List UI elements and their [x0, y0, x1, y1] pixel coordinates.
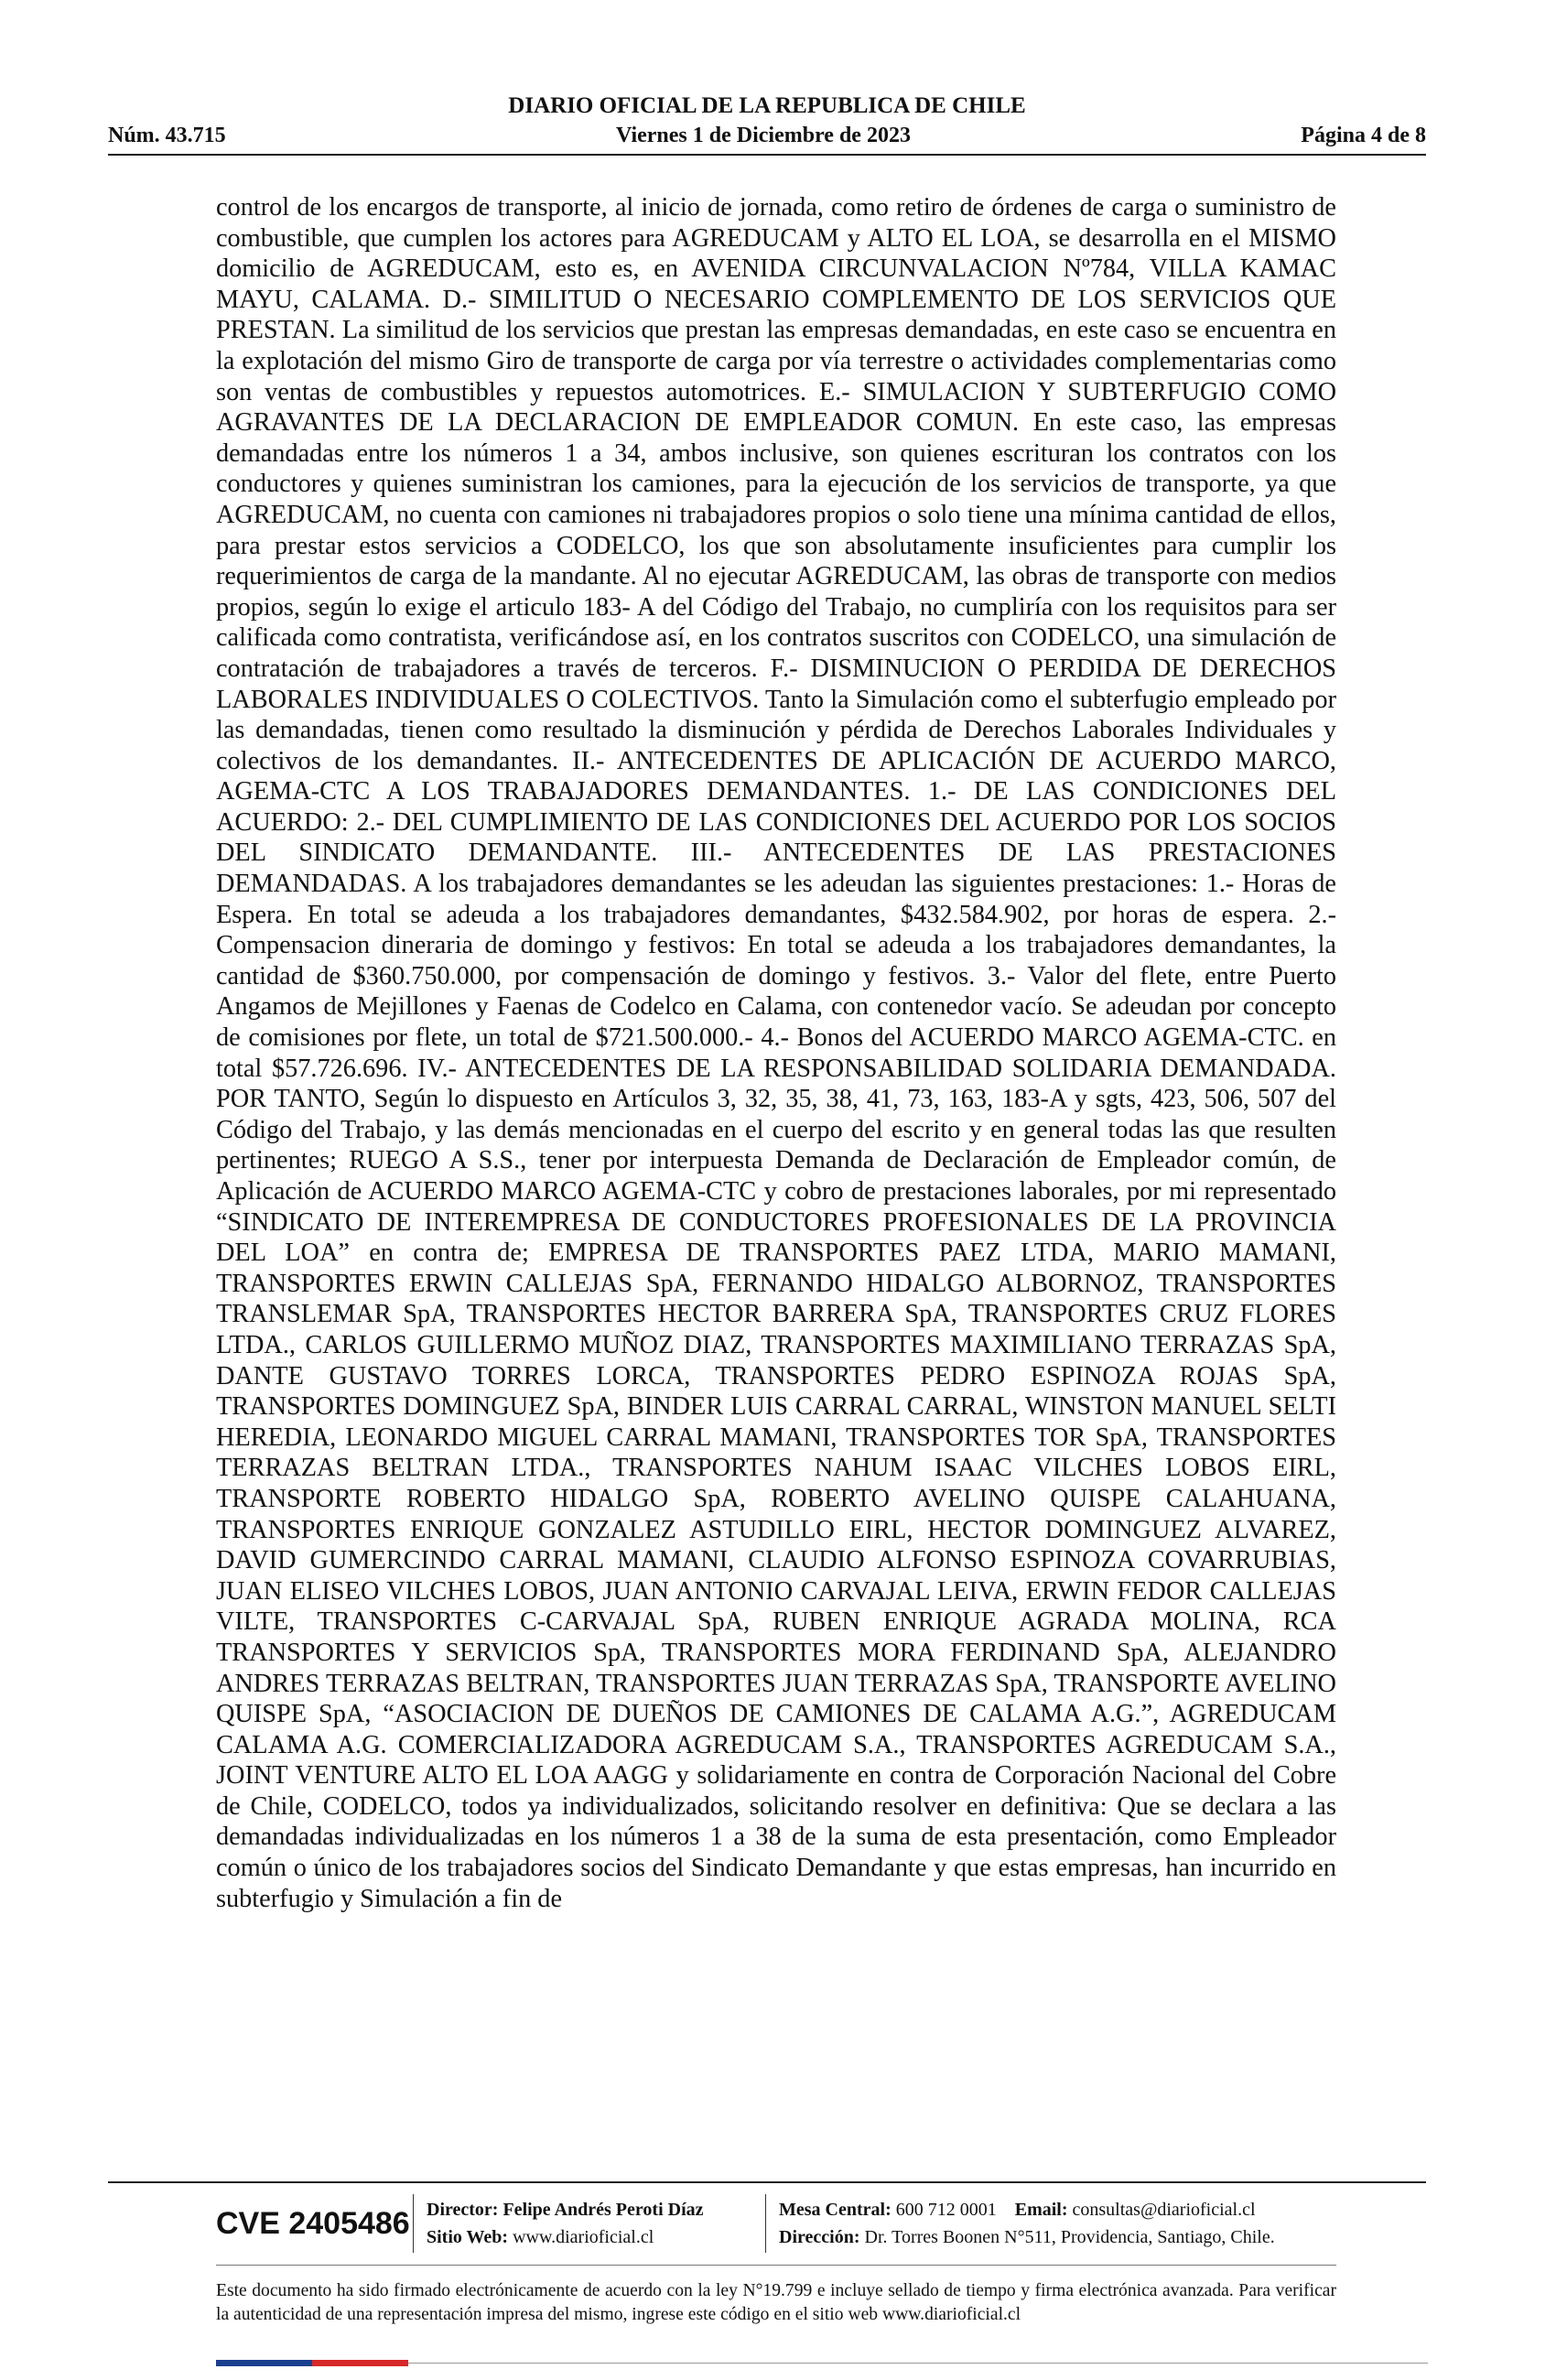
cve-code: CVE 2405486: [216, 2205, 410, 2241]
page-number: Página 4 de 8: [1301, 123, 1426, 147]
footer-contact-column: [779, 2196, 1275, 2251]
publication-title: DIARIO OFICIAL DE LA REPUBLICA DE CHILE: [508, 93, 1026, 118]
website-label: Sitio Web:: [427, 2227, 509, 2247]
footer-info: [216, 2191, 1336, 2256]
phone-label: Mesa Central:: [779, 2200, 891, 2220]
footer-bottom-rule: [408, 2363, 1428, 2364]
flag-blue-segment: [216, 2360, 312, 2366]
issue-number: Núm. 43.715: [108, 123, 226, 147]
address-text: Dr. Torres Boonen N°511, Providencia, Santiago, Chile.: [864, 2227, 1275, 2247]
director-label: Director:: [427, 2200, 499, 2220]
email-label: Email:: [1014, 2200, 1068, 2220]
website-line: [427, 2223, 704, 2251]
director-line: [427, 2196, 704, 2223]
footer-director-column: [427, 2196, 704, 2251]
website-link[interactable]: www.diarioficial.cl: [513, 2227, 654, 2247]
header-row: [108, 121, 1426, 150]
phone-number: 600 712 0001: [895, 2200, 997, 2220]
flag-red-segment: [312, 2360, 408, 2366]
chile-flag-stripe: [216, 2360, 408, 2366]
footer-divider-thin: [216, 2265, 1336, 2266]
body-text: control de los encargos de transporte, al inicio de jornada, como retiro de órdenes de carga o suministro de combustible, que cumplen los actores para AGREDUCAM y ALTO EL LOA, se desarrolla en el MISMO domicilio de AGREDUCAM, esto es, en AVENIDA CIRCUNVALACION Nº784, VILLA KAMAC MAYU, CALAMA. D.- SIMILITUD O NECESARIO COMPLEMENTO DE LOS SERVICIOS QUE PRESTAN. La similitud de los servicios que prestan las empresas demandadas, en este caso se encuentra en la explotación del mismo Giro de transporte de carga por vía terrestre o actividades complementarias como son ventas de combustibles y repuestos automotrices. E.- SIMULACION Y SUBTERFUGIO COMO AGRAVANTES DE LA DECLARACION DE EMPLEADOR COMUN. En este caso, las empresas demandadas entre los números 1 a 34, ambos inclusive, son quienes escrituran los contratos con los conductores y quienes suministran los camiones, para la ejecución de los servicios de transporte, ya que AGREDUCAM, no cuenta con camiones ni trabajadores propios o solo tiene una mínima cantidad de ellos, para prestar estos servicios a CODELCO, los que son absolutamente insuficientes para cumplir los requerimientos de carga de la mandante. Al no ejecutar AGREDUCAM, las obras de transporte con medios propios, según lo exige el articulo 183- A del Código del Trabajo, no cumpliría con los requisitos para ser calificada como contratista, verificándose así, en los contratos suscritos con CODELCO, una simulación de contratación de trabajadores a través de terceros. F.- DISMINUCION O PERDIDA DE DERECHOS LABORALES INDIVIDUALES O COLECTIVOS. Tanto la Simulación como el subterfugio empleado por las demandadas, tienen como resultado la disminución y pérdida de Derechos Laborales Individuales y colectivos de los demandantes. II.- ANTECEDENTES DE APLICACIÓN DE ACUERDO MARCO, AGEMA-CTC A LOS TRABAJADORES DEMANDANTES. 1.- DE LAS CONDICIONES DEL ACUERDO: 2.- DEL CUMPLIMIENTO DE LAS CONDICIONES DEL ACUERDO POR LOS SOCIOS DEL SINDICATO DEMANDANTE. III.- ANTECEDENTES DE LAS PRESTACIONES DEMANDADAS. A los trabajadores demandantes se les adeudan las siguientes prestaciones: 1.- Horas de Espera. En total se adeuda a los trabajadores demandantes, $432.584.902, por horas de espera. 2.-Compensacion dineraria de domingo y festivos: En total se adeuda a los trabajadores demandantes, la cantidad de $360.750.000, por compensación de domingo y festivos. 3.- Valor del flete, entre Puerto Angamos de Mejillones y Faenas de Codelco en Calama, con contenedor vacío. Se adeudan por concepto de comisiones por flete, un total de $721.500.000.- 4.- Bonos del ACUERDO MARCO AGEMA-CTC. en total $57.726.696. IV.- ANTECEDENTES DE LA RESPONSABILIDAD SOLIDARIA DEMANDADA. POR TANTO, Según lo dispuesto en Artículos 3, 32, 35, 38, 41, 73, 163, 183-A y sgts, 423, 506, 507 del Código del Trabajo, y las demás mencionadas en el cuerpo del escrito y en general todas las que resulten pertinentes; RUEGO A S.S., tener por interpuesta Demanda de Declaración de Empleador común, de Aplicación de ACUERDO MARCO AGEMA-CTC y cobro de prestaciones laborales, por mi representado “SINDICATO DE INTEREMPRESA DE CONDUCTORES PROFESIONALES DE LA PROVINCIA DEL LOA” en contra de; EMPRESA DE TRANSPORTES PAEZ LTDA, MARIO MAMANI, TRANSPORTES ERWIN CALLEJAS SpA, FERNANDO HIDALGO ALBORNOZ, TRANSPORTES TRANSLEMAR SpA, TRANSPORTES HECTOR BARRERA SpA, TRANSPORTES CRUZ FLORES LTDA., CARLOS GUILLERMO MUÑOZ DIAZ, TRANSPORTES MAXIMILIANO TERRAZAS SpA, DANTE GUSTAVO TORRES LORCA, TRANSPORTES PEDRO ESPINOZA ROJAS SpA, TRANSPORTES DOMINGUEZ SpA, BINDER LUIS CARRAL CARRAL, WINSTON MANUEL SELTI HEREDIA, LEONARDO MIGUEL CARRAL MAMANI, TRANSPORTES TOR SpA, TRANSPORTES TERRAZAS BELTRAN LTDA., TRANSPORTES NAHUM ISAAC VILCHES LOBOS EIRL, TRANSPORTE ROBERTO HIDALGO SpA, ROBERTO AVELINO QUISPE CALAHUANA, TRANSPORTES ENRIQUE GONZALEZ ASTUDILLO EIRL, HECTOR DOMINGUEZ ALVAREZ, DAVID GUMERCINDO CARRAL MAMANI, CLAUDIO ALFONSO ESPINOZA COVARRUBIAS, JUAN ELISEO VILCHES LOBOS, JUAN ANTONIO CARVAJAL LEIVA, ERWIN FEDOR CALLEJAS VILTE, TRANSPORTES C-CARVAJAL SpA, RUBEN ENRIQUE AGRADA MOLINA, RCA TRANSPORTES Y SERVICIOS SpA, TRANSPORTES MORA FERDINAND SpA, ALEJANDRO ANDRES TERRAZAS BELTRAN, TRANSPORTES JUAN TERRAZAS SpA, TRANSPORTE AVELINO QUISPE SpA, “ASOCIACION DE DUEÑOS DE CAMIONES DE CALAMA A.G.”, AGREDUCAM CALAMA A.G. COMERCIALIZADORA AGREDUCAM S.A., TRANSPORTES AGREDUCAM S.A., JOINT VENTURE ALTO EL LOA AAGG y solidariamente en contra de Corporación Nacional del Cobre de Chile, CODELCO, todos ya individualizados, solicitando resolver en definitiva: Que se declara a las demandadas individualizadas en los números 1 a 38 de la suma de esta presentación, como Empleador común o único de los trabajadores socios del Sindicato Demandante y que estas empresas, han incurrido en subterfugio y Simulación a fin de: [216, 193, 1336, 1913]
email-link[interactable]: consultas@diarioficial.cl: [1072, 2200, 1256, 2220]
footer-separator: [765, 2194, 766, 2253]
legal-note: Este documento ha sido firmado electrónicamente de acuerdo con la ley N°19.799 e incluye sellado de tiempo y firma electrónica avanzada. Para verificar la autenticidad de una representación impresa del mismo, ingrese este código en el sitio web www.diarioficial.cl: [216, 2281, 1336, 2324]
director-name: Felipe Andrés Peroti Díaz: [502, 2200, 704, 2220]
footer-separator: [413, 2194, 414, 2253]
address-label: Dirección:: [779, 2227, 860, 2247]
header-divider: [108, 154, 1426, 156]
contact-line: [779, 2196, 1275, 2223]
address-line: [779, 2223, 1275, 2251]
footer-divider: [108, 2181, 1426, 2183]
issue-date: Viernes 1 de Diciembre de 2023: [616, 123, 911, 147]
